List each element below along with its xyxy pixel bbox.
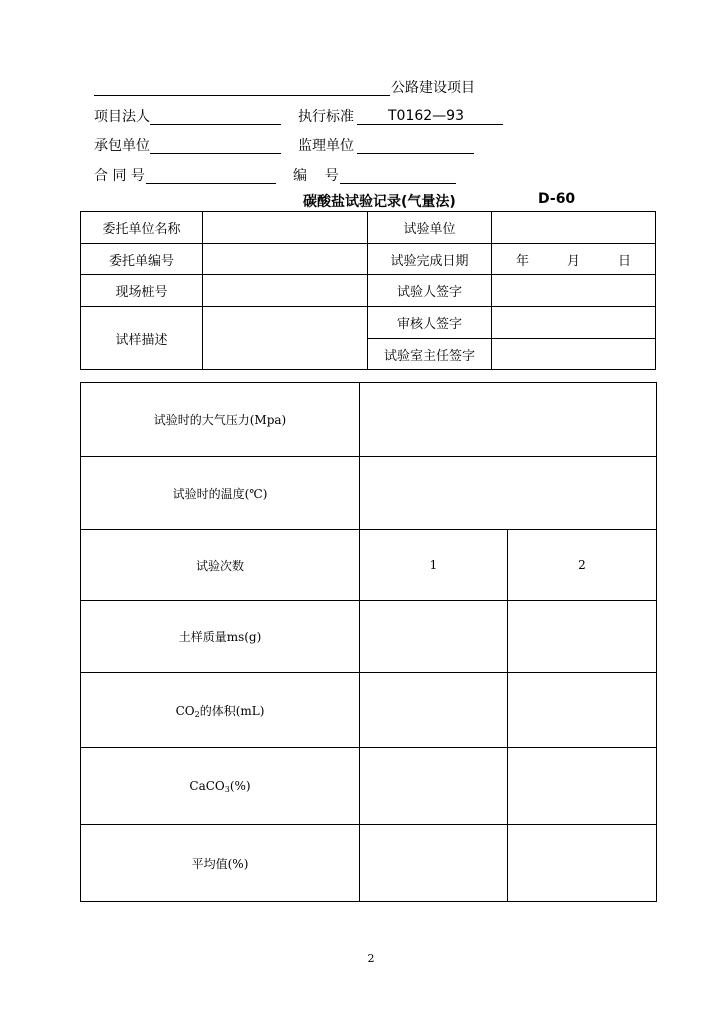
- form-title: 碳酸盐试验记录(气量法): [303, 194, 456, 210]
- page-number: 2: [367, 952, 375, 965]
- supervisor-label: 监理单位: [298, 138, 354, 154]
- co2-subscript: 2: [194, 709, 200, 719]
- test-unit-label: 试验单位: [368, 212, 492, 244]
- caco3-trial-2: [508, 748, 657, 825]
- standard-value: T0162—93: [388, 108, 464, 124]
- reviewer-sign-label: 审核人签字: [368, 307, 492, 339]
- sample-desc-label: 试样描述: [81, 307, 203, 370]
- temperature-label: 试验时的温度(℃): [81, 457, 360, 530]
- standard-underline: [357, 124, 503, 125]
- co2-prefix: CO: [175, 703, 195, 718]
- data-table: [80, 382, 657, 902]
- pressure-value: [360, 383, 657, 457]
- caco3-suffix: (%): [229, 778, 251, 793]
- supervisor-underline: [357, 153, 474, 154]
- trial-1-header: 1: [360, 530, 508, 601]
- client-name-value: [203, 212, 368, 244]
- info-table: [80, 211, 656, 370]
- sample-desc-value: [203, 307, 368, 370]
- project-suffix: 公路建设项目: [391, 80, 475, 96]
- finish-date-value: [492, 244, 656, 275]
- average-trial-1: [360, 825, 508, 902]
- client-name-label: 委托单位名称: [81, 212, 203, 244]
- reviewer-sign-value: [492, 307, 656, 339]
- date-year-label: 年: [516, 253, 530, 269]
- temperature-value: [360, 457, 657, 530]
- test-unit-value: [492, 212, 656, 244]
- station-label: 现场桩号: [81, 275, 203, 307]
- contract-underline: [146, 183, 276, 184]
- caco3-label: [81, 748, 360, 825]
- average-label: 平均值(%): [81, 825, 360, 902]
- caco3-prefix: CaCO: [189, 778, 225, 793]
- caco3-subscript: 3: [224, 784, 230, 794]
- owner-label: 项目法人: [94, 109, 150, 125]
- finish-date-label: 试验完成日期: [368, 244, 492, 275]
- co2-volume-trial-1: [360, 673, 508, 748]
- date-day-label: 日: [617, 253, 631, 269]
- soil-mass-label: 土样质量ms(g): [81, 601, 360, 673]
- date-month-label: 月: [566, 253, 580, 269]
- trial-2-header: 2: [508, 530, 657, 601]
- order-no-label: 委托单编号: [81, 244, 203, 275]
- trials-label: 试验次数: [81, 530, 360, 601]
- soil-mass-trial-1: [360, 601, 508, 673]
- co2-volume-label: [81, 673, 360, 748]
- tester-sign-label: 试验人签字: [368, 275, 492, 307]
- co2-suffix: 的体积(mL): [199, 703, 265, 718]
- owner-underline: [150, 124, 281, 125]
- form-code: D-60: [538, 191, 576, 207]
- soil-mass-trial-2: [508, 601, 657, 673]
- contract-label: 合 同 号: [94, 168, 145, 184]
- average-trial-2: [508, 825, 657, 902]
- pressure-label: 试验时的大气压力(Mpa): [81, 383, 360, 457]
- director-sign-label: 试验室主任签字: [368, 339, 492, 370]
- contractor-underline: [150, 153, 281, 154]
- order-no-value: [203, 244, 368, 275]
- number-label: 编 号: [293, 168, 339, 184]
- project-name-underline: [94, 95, 390, 96]
- number-underline: [340, 183, 456, 184]
- contractor-label: 承包单位: [94, 138, 150, 154]
- station-value: [203, 275, 368, 307]
- standard-label: 执行标准: [298, 109, 354, 125]
- caco3-trial-1: [360, 748, 508, 825]
- tester-sign-value: [492, 275, 656, 307]
- co2-volume-trial-2: [508, 673, 657, 748]
- director-sign-value: [492, 339, 656, 370]
